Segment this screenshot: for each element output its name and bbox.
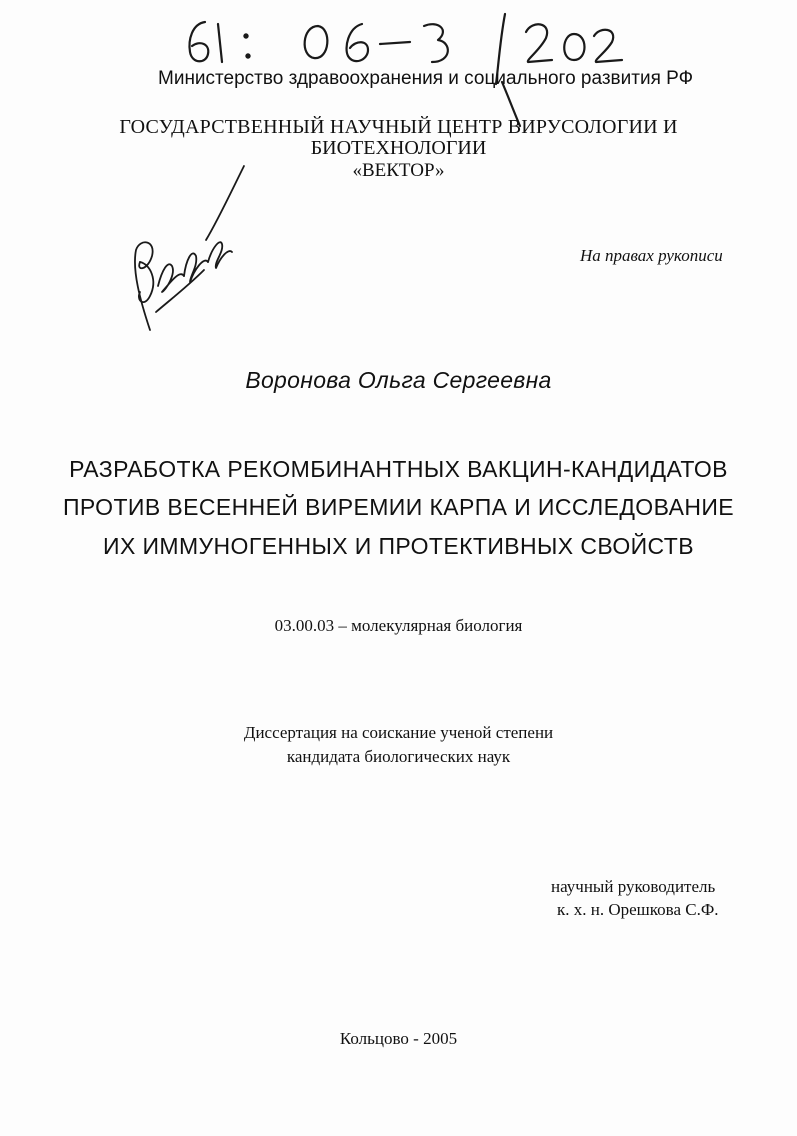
institution-name-line1: ГОСУДАРСТВЕННЫЙ НАУЧНЫЙ ЦЕНТР ВИРУСОЛОГИИ И bbox=[119, 116, 678, 138]
institution-name-line3: «ВЕКТОР» bbox=[352, 160, 445, 181]
degree-line1: Диссертация на соискание ученой степени bbox=[243, 723, 554, 742]
rights-note: На правах рукописи bbox=[580, 246, 723, 265]
degree-line2: кандидата биологических наук bbox=[286, 747, 511, 766]
thesis-title-line3: ИХ ИММУНОГЕННЫХ И ПРОТЕКТИВНЫХ СВОЙСТВ bbox=[103, 533, 694, 559]
thesis-title-line2: ПРОТИВ ВЕСЕННЕЙ ВИРЕМИИ КАРПА И ИССЛЕДОВАНИЕ bbox=[63, 494, 734, 520]
ministry-name: Министерство здравоохранения и социального развития РФ bbox=[158, 68, 694, 89]
supervisor-name: к. х. н. Орешкова С.Ф. bbox=[557, 900, 719, 919]
thesis-title-line1: РАЗРАБОТКА РЕКОМБИНАНТНЫХ ВАКЦИН-КАНДИДАТОВ bbox=[69, 456, 728, 482]
signature bbox=[135, 166, 244, 330]
place-and-year: Кольцово - 2005 bbox=[339, 1029, 458, 1048]
supervisor-role: научный руководитель bbox=[551, 877, 716, 896]
author-name: Воронова Ольга Сергеевна bbox=[245, 367, 552, 393]
speciality-code: 03.00.03 – молекулярная биология bbox=[274, 616, 523, 635]
institution-name-line2: БИОТЕХНОЛОГИИ bbox=[310, 137, 487, 159]
